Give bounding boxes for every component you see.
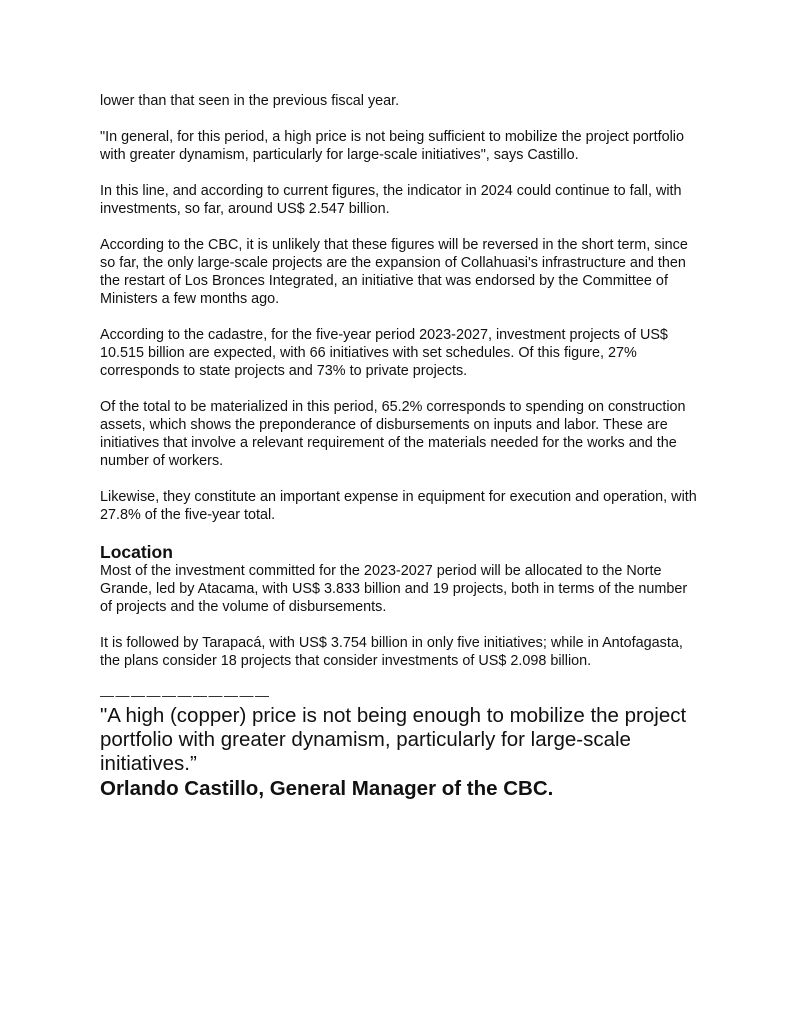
- paragraph: Likewise, they constitute an important expense in equipment for execution and operation, with 27.8% of the five-year total.: [100, 489, 697, 523]
- article-body: [100, 92, 700, 802]
- paragraph: lower than that seen in the previous fiscal year.: [100, 93, 400, 109]
- paragraph: According to the CBC, it is unlikely that these figures will be reversed in the short term, since so far, the only large-scale projects are the expansion of Collahuasi's infrastructure and then the restart of Los Bronces Integrated, an initiative that was endorsed by the Committee of Ministers a few months ago.: [100, 237, 688, 307]
- quote-attribution: Orlando Castillo, General Manager of the CBC.: [100, 777, 554, 800]
- paragraph: It is followed by Tarapacá, with US$ 3.754 billion in only five initiatives; while in Antofagasta, the plans consider 18 projects that consider investments of US$ 2.098 billion.: [100, 635, 683, 669]
- paragraph: "In general, for this period, a high price is not being sufficient to mobilize the project portfolio with greater dynamism, particularly for large-scale initiatives", says Castillo.: [100, 129, 684, 163]
- paragraph: Of the total to be materialized in this period, 65.2% corresponds to spending on construction assets, which shows the preponderance of disbursements on inputs and labor. These are initiatives that involve a relevant requirement of the materials needed for the works and the number of workers.: [100, 399, 686, 469]
- quote-divider: ———————————: [100, 687, 271, 703]
- paragraph: According to the cadastre, for the five-year period 2023-2027, investment projects of US$ 10.515 billion are expected, with 66 initiatives with set schedules. Of this figure, 27% corresponds to state projects and 73% to private projects.: [100, 327, 668, 379]
- paragraph: Most of the investment committed for the 2023-2027 period will be allocated to the Norte Grande, led by Atacama, with US$ 3.833 billion and 19 projects, both in terms of the number of projects and the volume of disbursements.: [100, 563, 688, 615]
- section-heading-location: Location: [100, 542, 173, 562]
- pull-quote: "A high (copper) price is not being enough to mobilize the project portfolio with greater dynamism, particularly for large-scale initiatives.”: [100, 704, 687, 775]
- paragraph: In this line, and according to current figures, the indicator in 2024 could continue to fall, with investments, so far, around US$ 2.547 billion.: [100, 183, 682, 217]
